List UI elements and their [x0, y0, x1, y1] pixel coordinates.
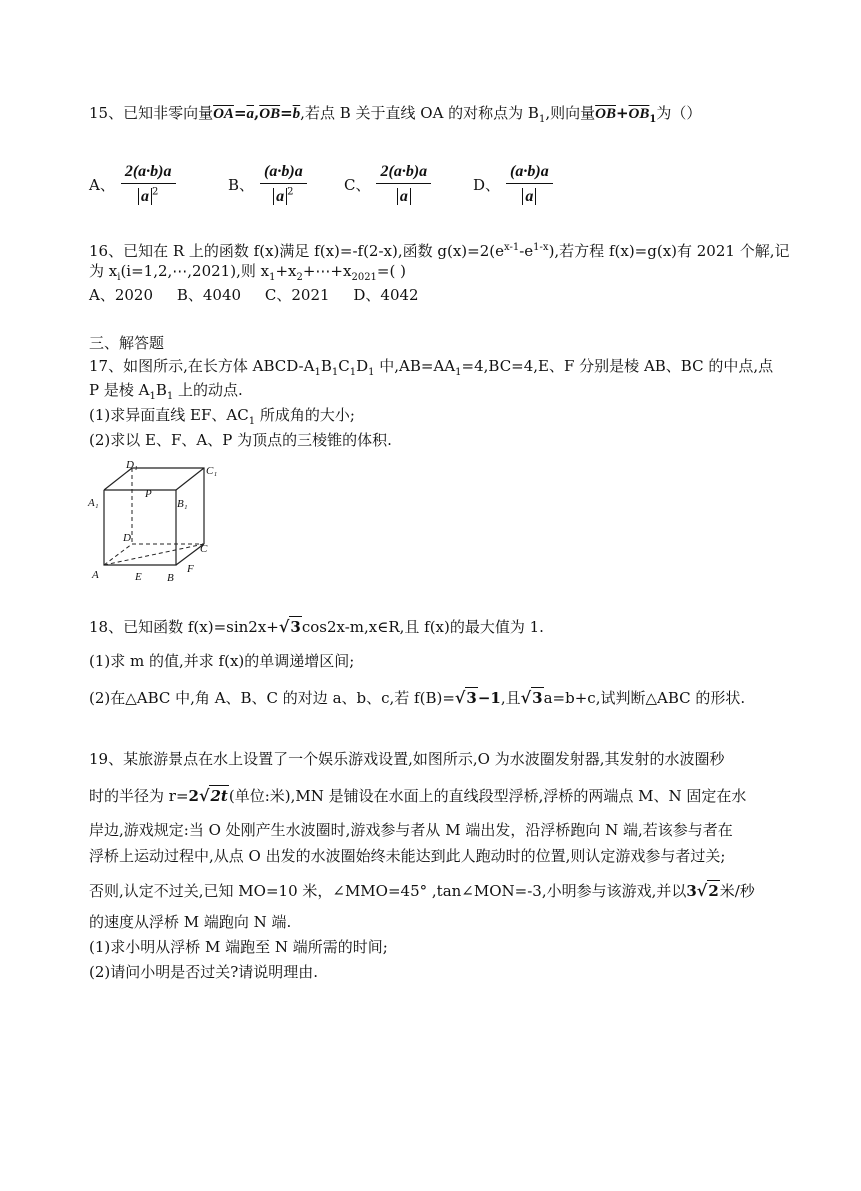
sqrt-2t: √ 2t [198, 786, 228, 805]
sub: 1 [149, 391, 156, 402]
q19-line-3: 岸边,游戏规定:当 O 处刚产生水波圈时,游戏参与者从 M 端出发，沿浮桥跑向 N 端,若该参与者在 [89, 821, 733, 839]
text: −1 [477, 689, 501, 707]
radicand: 3 [466, 689, 477, 707]
text: B [155, 381, 167, 399]
text: 时的半径为 r= [89, 787, 189, 805]
text: 中,AB=AA [374, 357, 456, 375]
text: -e [519, 242, 534, 260]
text: a=b+c,试判断△ABC 的形状. [543, 689, 746, 707]
q15-eq: = [233, 104, 247, 122]
fraction-power: 2 [151, 186, 159, 198]
q15-text-mid2: ,则向量 [545, 104, 596, 122]
fraction: $\frac{2(a\cdot b)a}{a ^2}$ [121, 163, 176, 206]
text: 米/秒 [719, 882, 755, 900]
q15-tail: 为（） [656, 104, 702, 122]
q15-option-a [89, 146, 182, 222]
sup: 1-x [533, 242, 549, 253]
text: 所成角的大小; [255, 406, 355, 424]
fraction: $\frac{(a\cdot b)a}{a ^2}$ [260, 163, 307, 206]
text: cos2x-m,x∈R,且 f(x)的最大值为 1. [301, 618, 544, 636]
q16-options: A、2020 B、4040 C、2021 D、4042 [89, 286, 419, 304]
fraction-numerator: 2(a·b)a [376, 163, 431, 184]
text: (1)求异面直线 EF、AC [89, 406, 249, 424]
q15-stem [89, 103, 701, 130]
q18-line-1 [89, 616, 544, 637]
text: (2)在△ABC 中,角 A、B、C 的对边 a、b、c,若 f(B)= [89, 689, 455, 707]
sqrt-3: √ 3 [454, 688, 477, 707]
back-edges [132, 468, 204, 544]
q17-line-1 [89, 356, 773, 383]
sub: 1 [166, 391, 174, 402]
text: ,且 [500, 689, 521, 707]
sub: 2021 [351, 272, 377, 283]
q17-line-3 [89, 405, 355, 432]
text: ),若方程 f(x)=g(x)有 2021 个解,记 [548, 242, 790, 260]
sub: 1 [368, 367, 375, 378]
q17-line-2 [89, 380, 243, 407]
q18-line-3 [89, 687, 745, 708]
label-p: P [145, 488, 152, 500]
text: 否则,认定不过关,已知 MO=10 米，∠MMO=45° ,tan∠MON=-3,小明参与该游戏,并以 [89, 882, 687, 900]
text: 为 x [89, 262, 118, 280]
sub: 1 [248, 416, 256, 427]
fraction: $\frac{2(a\cdot b)a}{a}$ [376, 163, 431, 206]
text: +⋯+x [302, 262, 352, 280]
q19-line-8: (2)请问小明是否过关?请说明理由. [89, 963, 319, 981]
q17-line-4: (2)求以 E、F、A、P 为顶点的三棱锥的体积. [89, 431, 392, 449]
text: 16、已知在 R 上的函数 f(x)满足 f(x)=-f(2-x),函数 g(x)=2(e [89, 242, 504, 260]
radicand: 3 [290, 618, 301, 636]
q19-line-6: 的速度从浮桥 M 端跑向 N 端. [89, 913, 292, 931]
q15-option-d [473, 146, 559, 222]
cuboid-figure [86, 460, 218, 586]
vector-a: $\overline{a}$ [246, 106, 255, 122]
option-label: D、 [473, 175, 501, 194]
sqrt-3: √ 3 [520, 688, 543, 707]
q15-option-c [344, 146, 437, 222]
edge-a1-d1 [104, 468, 132, 490]
label-a1: A₁ [88, 497, 99, 509]
text: (单位:米),MN 是铺设在水面上的直线段型浮桥,浮桥的两端点 M、N 固定在水 [228, 787, 747, 805]
label-d1: D₁ [126, 460, 138, 471]
q18-line-2: (1)求 m 的值,并求 f(x)的单调递增区间; [89, 652, 355, 670]
sqrt-2: √ 2 [696, 881, 719, 900]
coef: 2 [188, 787, 199, 805]
sqrt-3: √ 3 [278, 617, 301, 636]
sub: i [117, 272, 121, 283]
sub: 1 [269, 272, 276, 283]
text: 上的动点. [173, 381, 243, 399]
fraction-numerator: (a·b)a [506, 163, 553, 184]
fraction-numerator: 2(a·b)a [121, 163, 176, 184]
text: =4,BC=4,E、F 分别是棱 AB、BC 的中点,点 [461, 357, 774, 375]
label-d: D [123, 532, 131, 544]
fraction-numerator: (a·b)a [260, 163, 307, 184]
label-a: A [92, 569, 99, 581]
label-b1: B₁ [177, 498, 188, 510]
q15-text: 15、已知非零向量 [89, 104, 214, 122]
fraction-power: 2 [287, 186, 294, 198]
q19-line-5 [89, 880, 755, 901]
option-label: B、 [228, 175, 255, 194]
vector-ob1: $\overline{OB}$ [628, 106, 650, 122]
sub: 2 [296, 272, 303, 283]
sup: x-1 [504, 242, 520, 253]
coef: 3 [686, 882, 697, 900]
sub: 1 [349, 367, 357, 378]
text: B [320, 357, 332, 375]
radicand: 2 [708, 882, 719, 900]
text: D [356, 357, 369, 375]
q15-text-mid: ,若点 B 关于直线 OA 的对称点为 B [300, 104, 539, 122]
label-c: C [200, 543, 208, 555]
q15-comma: , [254, 104, 260, 122]
label-f: F [187, 563, 194, 575]
q16-line-2 [89, 261, 406, 288]
front-face [104, 490, 176, 565]
sub: 1 [314, 367, 321, 378]
label-c1: C₁ [206, 465, 218, 477]
q16-line-1 [89, 238, 789, 261]
section-title: 三、解答题 [89, 334, 165, 352]
text: 18、已知函数 f(x)=sin2x+ [89, 618, 279, 636]
option-label: C、 [344, 175, 371, 194]
q19-line-4: 浮桥上运动过程中,从点 O 出发的水波圈始终未能达到此人跑动时的位置,则认定游戏参与者过关; [89, 847, 726, 865]
q19-line-1: 19、某旅游景点在水上设置了一个娱乐游戏设置,如图所示,O 为水波圈发射器,其发射的水波圈秒 [89, 750, 725, 768]
vector-b: $\overline{b}$ [292, 106, 301, 122]
q15-plus: + [615, 104, 629, 122]
sub: 1 [331, 367, 339, 378]
radicand: 3 [532, 689, 543, 707]
fraction: $\frac{(a\cdot b)a}{a}$ [506, 163, 553, 206]
label-e: E [135, 571, 142, 583]
q19-line-7: (1)求小明从浮桥 M 端跑至 N 端所需的时间; [89, 938, 388, 956]
text: +x [275, 262, 297, 280]
radicand: 2t [210, 787, 228, 805]
q15-eq2: = [280, 104, 293, 122]
q15-ob1-sub: 1 [649, 114, 657, 125]
vector-ob-2: $\overline{OB}$ [595, 106, 616, 122]
sub: 1 [455, 367, 462, 378]
q19-line-2 [89, 785, 746, 806]
q15-option-b [228, 146, 313, 222]
text: (i=1,2,⋯,2021),则 x [120, 262, 270, 280]
edge-b1-c1 [176, 468, 204, 490]
vector-ob: $\overline{OB}$ [259, 106, 281, 122]
text: P 是棱 A [89, 381, 150, 399]
text: 17、如图所示,在长方体 ABCD-A [89, 357, 315, 375]
q15-sub: 1 [538, 114, 546, 125]
option-label: A、 [89, 175, 115, 194]
label-b: B [167, 572, 174, 584]
text: C [338, 357, 350, 375]
vector-oa: $\overline{OA}$ [213, 106, 234, 122]
text: =( ) [376, 262, 406, 280]
